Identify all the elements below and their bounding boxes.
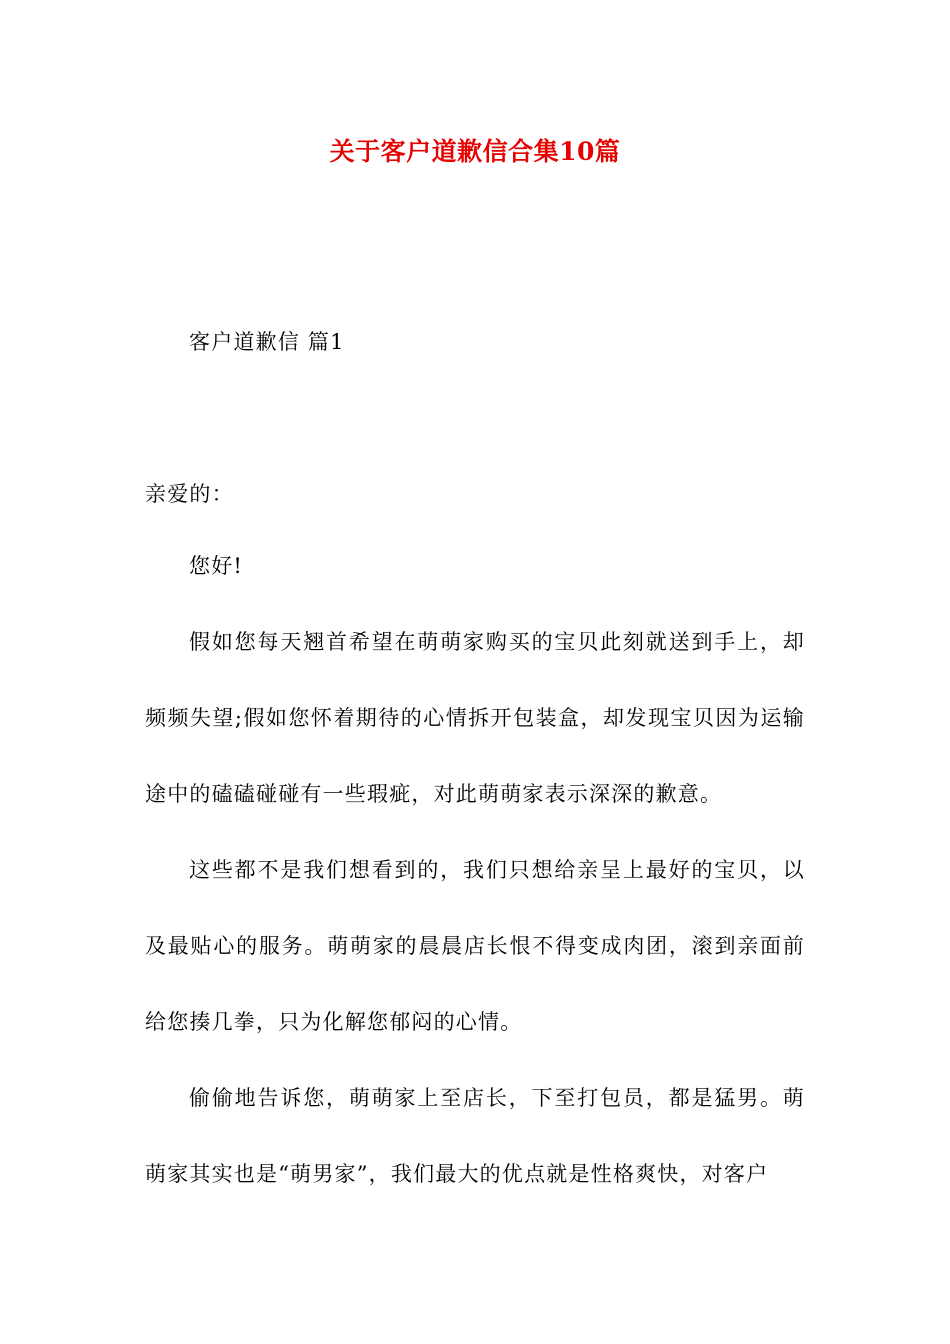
- section-heading: 客户道歉信 篇1: [189, 330, 345, 354]
- paragraph: 假如您每天翘首希望在萌萌家购买的宝贝此刻就送到手上，却频频失望;假如您怀着期待的心情拆开包装盒，却发现宝贝因为运输途中的磕磕碰碰有一些瑕疵，对此萌萌家表示深深的歉意。: [145, 630, 805, 806]
- salutation: 亲爱的：: [145, 482, 234, 506]
- paragraph: 这些都不是我们想看到的，我们只想给亲呈上最好的宝贝，以及最贴心的服务。萌萌家的晨晨店长恨不得变成肉团，滚到亲面前给您揍几拳，只为化解您郁闷的心情。: [145, 858, 805, 1034]
- document-title: 关于客户道歉信合集10篇: [329, 137, 621, 166]
- greeting: 您好!: [189, 554, 244, 578]
- paragraph: 偷偷地告诉您，萌萌家上至店长，下至打包员，都是猛男。萌萌家其实也是“萌男家”，我们最大的优点就是性格爽快，对客户: [145, 1086, 805, 1186]
